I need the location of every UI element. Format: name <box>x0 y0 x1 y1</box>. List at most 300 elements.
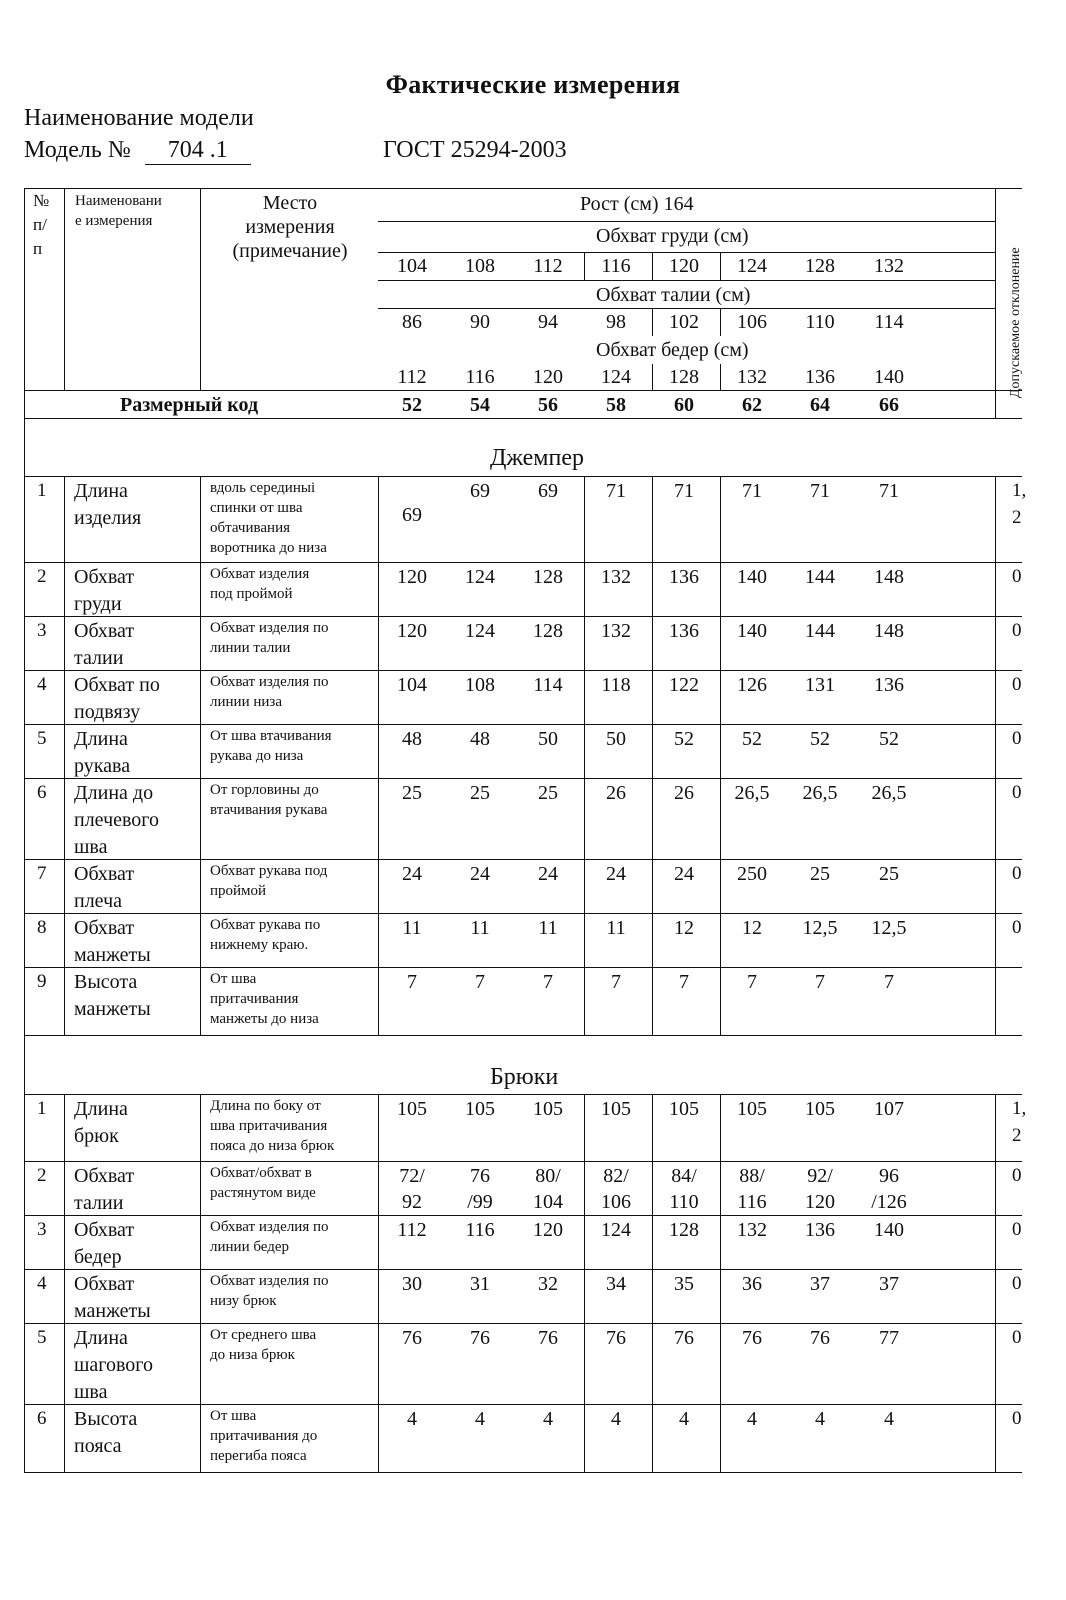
tolerance-value: 0 <box>1012 1408 1022 1429</box>
measurement-place: От шва втачивания <box>210 728 332 744</box>
row-rule <box>995 967 996 1035</box>
measurement-place: Обхват/обхват в <box>210 1165 312 1181</box>
row-rule <box>200 778 201 859</box>
measurement-place: притачивания <box>210 991 299 1007</box>
row-number: 6 <box>37 782 47 803</box>
measurement-value: 52 <box>879 728 899 750</box>
measurement-value: 132 <box>601 620 631 642</box>
row-rule <box>584 724 585 778</box>
measurement-name: Обхват <box>74 566 135 588</box>
measurement-name: Высота <box>74 971 138 993</box>
measurement-place: манжеты до низа <box>210 1011 319 1027</box>
measurement-place: притачивания до <box>210 1428 318 1444</box>
measurement-value: 12 <box>742 917 762 939</box>
row-rule <box>64 859 65 913</box>
measurement-value: 140 <box>874 1219 904 1241</box>
row-rule <box>584 670 585 724</box>
chest-value: 112 <box>533 255 563 277</box>
measurement-value: 32 <box>538 1273 558 1295</box>
size-code-value: 54 <box>470 394 490 416</box>
row-rule <box>200 1404 201 1472</box>
measurement-value: 105 <box>533 1098 563 1120</box>
row-rule <box>584 616 585 670</box>
row-rule <box>24 778 1022 779</box>
row-rule <box>652 967 653 1035</box>
hips-value: 112 <box>397 366 427 388</box>
measurement-value: 7 <box>815 971 825 993</box>
row-rule <box>720 616 721 670</box>
measurement-value: 4 <box>543 1408 553 1430</box>
measurement-value: 69 <box>402 504 422 526</box>
hips-value: 124 <box>601 366 631 388</box>
size-code-value: 64 <box>810 394 830 416</box>
measurement-value: 50 <box>538 728 558 750</box>
measurement-value: 128 <box>669 1219 699 1241</box>
header-rule <box>652 308 653 336</box>
row-rule <box>64 1269 65 1323</box>
row-rule <box>378 1161 379 1215</box>
measurement-place: Длина по боку от <box>210 1098 321 1114</box>
row-rule <box>200 967 201 1035</box>
measurement-name: манжеты <box>74 998 151 1020</box>
measurement-value: 4 <box>815 1408 825 1430</box>
row-rule <box>200 1323 201 1404</box>
row-rule <box>584 1161 585 1215</box>
row-rule <box>995 616 996 670</box>
measurement-value: 144 <box>805 620 835 642</box>
row-rule <box>584 859 585 913</box>
measurement-value: 82/ <box>603 1165 629 1187</box>
measurement-value: 114 <box>533 674 563 696</box>
measurement-value: 26,5 <box>734 782 770 804</box>
tolerance-value: 0 <box>1012 728 1022 749</box>
row-number: 1 <box>37 480 47 501</box>
row-rule <box>720 859 721 913</box>
measurement-name: Обхват <box>74 1165 135 1187</box>
measurement-place: перегиба пояса <box>210 1448 307 1464</box>
row-rule <box>720 1094 721 1161</box>
row-rule <box>24 616 1022 617</box>
measurement-value: 131 <box>805 674 835 696</box>
row-rule <box>720 562 721 616</box>
measurement-value: 105 <box>669 1098 699 1120</box>
measurement-name: Длина <box>74 1098 128 1120</box>
measurement-value: 4 <box>884 1408 894 1430</box>
measurement-value: 4 <box>747 1408 757 1430</box>
measurement-value: 112 <box>397 1219 427 1241</box>
chest-value: 128 <box>805 255 835 277</box>
row-rule <box>652 1161 653 1215</box>
chest-value: 108 <box>465 255 495 277</box>
measurement-place: Обхват рукава под <box>210 863 328 879</box>
row-rule <box>24 724 1022 725</box>
waist-value: 98 <box>606 311 626 333</box>
row-rule <box>378 616 379 670</box>
row-rule <box>720 1323 721 1404</box>
row-rule <box>378 967 379 1035</box>
tolerance-value: 0 <box>1012 1219 1022 1240</box>
row-rule <box>378 724 379 778</box>
measurement-value: 24 <box>674 863 694 885</box>
tolerance-label: Допускаемое отклонение <box>1008 247 1023 398</box>
row-rule <box>200 476 201 562</box>
measurement-value: 50 <box>606 728 626 750</box>
measurement-place: спинки от шва <box>210 500 303 516</box>
row-rule <box>584 1323 585 1404</box>
measurement-name: Обхват <box>74 1273 135 1295</box>
section-top-rule <box>24 476 1022 477</box>
measurement-place: Обхват изделия по <box>210 1273 329 1289</box>
header-place-label: (примечание) <box>232 240 348 262</box>
measurement-value: 105 <box>601 1098 631 1120</box>
measurement-name: Обхват <box>74 863 135 885</box>
measurement-value: 48 <box>470 728 490 750</box>
measurement-place: низу брюк <box>210 1293 277 1309</box>
size-code-value: 66 <box>879 394 899 416</box>
measurement-value: 25 <box>402 782 422 804</box>
row-rule <box>995 913 996 967</box>
measurement-value: 52 <box>674 728 694 750</box>
model-no-label: Модель № <box>24 137 131 163</box>
row-rule <box>24 913 1022 914</box>
row-number: 4 <box>37 1273 47 1294</box>
measurement-value: 71 <box>606 480 626 502</box>
row-rule <box>720 913 721 967</box>
measurement-value: 4 <box>679 1408 689 1430</box>
size-code-value: 52 <box>402 394 422 416</box>
row-rule <box>378 778 379 859</box>
waist-label: Обхват талии (см) <box>596 284 751 306</box>
measurement-value: 71 <box>742 480 762 502</box>
row-rule <box>378 1215 379 1269</box>
row-rule <box>995 778 996 859</box>
measurement-value: 35 <box>674 1273 694 1295</box>
measurement-value: 4 <box>475 1408 485 1430</box>
measurement-name: изделия <box>74 507 142 529</box>
measurement-value: 7 <box>407 971 417 993</box>
row-rule <box>200 859 201 913</box>
row-rule <box>584 1215 585 1269</box>
chest-value: 132 <box>874 255 904 277</box>
measurement-value: 12 <box>674 917 694 939</box>
measurement-place: Обхват изделия по <box>210 1219 329 1235</box>
hips-value: 136 <box>805 366 835 388</box>
row-number: 8 <box>37 917 47 938</box>
measurement-place: Обхват изделия по <box>210 620 329 636</box>
row-rule <box>652 913 653 967</box>
row-number: 5 <box>37 1327 47 1348</box>
header-rule <box>378 252 995 253</box>
measurement-name: Длина <box>74 1327 128 1349</box>
measurement-value: 7 <box>747 971 757 993</box>
row-rule <box>584 1094 585 1161</box>
row-rule <box>64 1094 65 1161</box>
row-rule <box>995 1323 996 1404</box>
measurement-name: плеча <box>74 890 122 912</box>
measurement-value: 25 <box>810 863 830 885</box>
row-rule <box>652 1215 653 1269</box>
row-rule <box>652 1094 653 1161</box>
row-rule <box>24 562 1022 563</box>
measurement-place: линии бедер <box>210 1239 290 1255</box>
measurement-value: 24 <box>402 863 422 885</box>
size-code-value: 58 <box>606 394 626 416</box>
row-rule <box>584 967 585 1035</box>
measurement-value: 26 <box>674 782 694 804</box>
tolerance-value: 1, <box>1012 1098 1027 1119</box>
measurement-value: 76 <box>742 1327 762 1349</box>
row-rule <box>652 1323 653 1404</box>
measurement-place: Обхват изделия по <box>210 674 329 690</box>
row-rule <box>24 1035 1022 1036</box>
measurement-name: манжеты <box>74 944 151 966</box>
measurement-value: 132 <box>737 1219 767 1241</box>
measurement-value: 69 <box>538 480 558 502</box>
row-rule <box>378 1323 379 1404</box>
row-rule <box>378 476 379 562</box>
measurement-name: Обхват <box>74 620 135 642</box>
measurement-name: бедер <box>74 1246 122 1268</box>
measurement-value: 88/ <box>739 1165 765 1187</box>
row-rule <box>584 562 585 616</box>
measurement-value: 37 <box>810 1273 830 1295</box>
row-rule <box>720 476 721 562</box>
measurement-value: 92 <box>402 1191 422 1213</box>
row-number: 1 <box>37 1098 47 1119</box>
measurement-name: Длина <box>74 480 128 502</box>
tolerance-value: 2 <box>1012 1125 1022 1146</box>
measurement-value: 34 <box>606 1273 626 1295</box>
measurement-value: 26,5 <box>802 782 838 804</box>
header-name-label: Наименовани <box>75 193 162 209</box>
row-number: 7 <box>37 863 47 884</box>
header-rule <box>720 252 721 280</box>
row-rule <box>64 476 65 562</box>
row-rule <box>584 476 585 562</box>
header-rule <box>378 280 995 281</box>
row-number: 5 <box>37 728 47 749</box>
measurement-value: 106 <box>601 1191 631 1213</box>
measurement-value: 84/ <box>671 1165 697 1187</box>
measurement-value: /126 <box>871 1191 907 1213</box>
row-rule <box>720 1269 721 1323</box>
row-rule <box>64 562 65 616</box>
measurement-place: до низа брюк <box>210 1347 295 1363</box>
measurement-value: 105 <box>737 1098 767 1120</box>
measurement-place: От шва <box>210 1408 257 1424</box>
measurement-value: 30 <box>402 1273 422 1295</box>
row-rule <box>24 1323 1022 1324</box>
hips-value: 132 <box>737 366 767 388</box>
measurement-place: линии талии <box>210 640 291 656</box>
measurement-value: 48 <box>402 728 422 750</box>
row-rule <box>720 724 721 778</box>
waist-value: 86 <box>402 311 422 333</box>
measurement-value: 76 <box>538 1327 558 1349</box>
measurement-value: 136 <box>669 566 699 588</box>
section-title: Брюки <box>490 1064 559 1090</box>
hips-value: 140 <box>874 366 904 388</box>
row-rule <box>200 1215 201 1269</box>
row-rule <box>24 1215 1022 1216</box>
size-code-value: 56 <box>538 394 558 416</box>
row-rule <box>584 1404 585 1472</box>
measurement-place: проймой <box>210 883 267 899</box>
chest-value: 104 <box>397 255 427 277</box>
measurement-value: 105 <box>397 1098 427 1120</box>
measurement-value: 110 <box>669 1191 699 1213</box>
measurement-value: 71 <box>674 480 694 502</box>
row-rule <box>720 1161 721 1215</box>
table-left-border <box>24 188 25 1473</box>
measurement-value: 124 <box>465 566 495 588</box>
measurement-value: 76 <box>402 1327 422 1349</box>
measurement-name: Обхват <box>74 917 135 939</box>
measurement-value: 128 <box>533 620 563 642</box>
waist-value: 110 <box>805 311 835 333</box>
row-rule <box>24 1404 1022 1405</box>
size-code-rule <box>24 418 1022 419</box>
row-rule <box>652 476 653 562</box>
measurement-value: 124 <box>465 620 495 642</box>
measurement-name: плечевого <box>74 809 160 831</box>
row-rule <box>24 1269 1022 1270</box>
measurement-value: 76 <box>470 1327 490 1349</box>
header-num-label: № <box>33 191 50 210</box>
measurement-value: 31 <box>470 1273 490 1295</box>
measurement-name: Обхват по <box>74 674 160 696</box>
measurement-value: 116 <box>465 1219 495 1241</box>
tolerance-value: 0 <box>1012 917 1022 938</box>
measurement-name: талии <box>74 647 124 669</box>
measurement-place: воротника до низа <box>210 540 327 556</box>
row-rule <box>720 1215 721 1269</box>
model-no-value: 704 .1 <box>145 137 251 165</box>
measurement-value: 26 <box>606 782 626 804</box>
row-rule <box>200 670 201 724</box>
header-rule <box>652 252 653 280</box>
header-col-rule <box>200 188 201 390</box>
measurement-value: 108 <box>465 674 495 696</box>
header-top-rule <box>24 188 1022 189</box>
measurement-value: 105 <box>465 1098 495 1120</box>
measurement-value: 11 <box>538 917 558 939</box>
measurement-value: 80/ <box>535 1165 561 1187</box>
measurement-name: шагового <box>74 1354 153 1376</box>
row-rule <box>200 616 201 670</box>
row-rule <box>64 1161 65 1215</box>
measurement-value: 76 <box>674 1327 694 1349</box>
waist-value: 102 <box>669 311 699 333</box>
row-rule <box>995 670 996 724</box>
measurement-value: 136 <box>805 1219 835 1241</box>
measurement-value: 122 <box>669 674 699 696</box>
row-number: 2 <box>37 566 47 587</box>
measurement-value: 92/ <box>807 1165 833 1187</box>
measurement-name: талии <box>74 1192 124 1214</box>
row-rule <box>584 913 585 967</box>
tolerance-value: 0 <box>1012 1165 1022 1186</box>
measurement-place: шва притачивания <box>210 1118 328 1134</box>
page-title: Фактические измерения <box>385 70 681 99</box>
measurement-value: 52 <box>742 728 762 750</box>
row-rule <box>64 1215 65 1269</box>
measurement-value: 120 <box>533 1219 563 1241</box>
row-rule <box>995 724 996 778</box>
measurement-value: 11 <box>470 917 490 939</box>
measurement-name: рукава <box>74 755 131 777</box>
measurement-name: груди <box>74 593 122 615</box>
measurement-name: манжеты <box>74 1300 151 1322</box>
row-rule <box>200 1161 201 1215</box>
row-rule <box>24 1161 1022 1162</box>
measurement-value: 136 <box>874 674 904 696</box>
row-rule <box>378 859 379 913</box>
measurement-value: 96 <box>879 1165 899 1187</box>
gost-standard: ГОСТ 25294-2003 <box>383 137 567 163</box>
measurement-value: 52 <box>810 728 830 750</box>
measurement-value: 71 <box>810 480 830 502</box>
row-rule <box>64 1323 65 1404</box>
row-rule <box>995 1269 996 1323</box>
measurement-value: 72/ <box>399 1165 425 1187</box>
measurement-value: 71 <box>879 480 899 502</box>
row-rule <box>64 778 65 859</box>
row-rule <box>720 1404 721 1472</box>
tolerance-value: 0 <box>1012 674 1022 695</box>
measurement-value: 107 <box>874 1098 904 1120</box>
measurement-place: втачивания рукава <box>210 802 328 818</box>
size-code-value: 62 <box>742 394 762 416</box>
measurement-name: Высота <box>74 1408 138 1430</box>
measurement-value: 120 <box>397 620 427 642</box>
size-code-label: Размерный код <box>120 394 259 416</box>
measurement-value: 104 <box>533 1191 563 1213</box>
hips-value: 128 <box>669 366 699 388</box>
row-rule <box>652 616 653 670</box>
measurement-name: подвязу <box>74 701 141 723</box>
measurement-place: От шва <box>210 971 257 987</box>
measurement-value: 12,5 <box>802 917 838 939</box>
row-rule <box>378 913 379 967</box>
row-rule <box>24 1472 1022 1473</box>
measurement-value: 69 <box>470 480 490 502</box>
tolerance-value: 2 <box>1012 507 1022 528</box>
measurement-value: 148 <box>874 620 904 642</box>
header-rule <box>720 308 721 336</box>
measurement-place: пояса до низа брюк <box>210 1138 335 1154</box>
chest-value: 116 <box>601 255 631 277</box>
measurement-place: От среднего шва <box>210 1327 317 1343</box>
tolerance-value: 0 <box>1012 1273 1022 1294</box>
measurement-place: Обхват рукава по <box>210 917 321 933</box>
section-top-rule <box>24 1094 1022 1095</box>
row-rule <box>378 1269 379 1323</box>
measurement-value: 120 <box>805 1191 835 1213</box>
measurement-value: 140 <box>737 566 767 588</box>
row-rule <box>995 562 996 616</box>
row-rule <box>720 967 721 1035</box>
row-rule <box>200 724 201 778</box>
header-rule <box>378 221 995 222</box>
row-rule <box>378 1094 379 1161</box>
measurement-value: 124 <box>601 1219 631 1241</box>
measurement-value: 11 <box>402 917 422 939</box>
measurement-value: 250 <box>737 863 767 885</box>
tolerance-value: 1, <box>1012 480 1027 501</box>
measurement-value: 24 <box>606 863 626 885</box>
section-title: Джемпер <box>490 445 584 471</box>
